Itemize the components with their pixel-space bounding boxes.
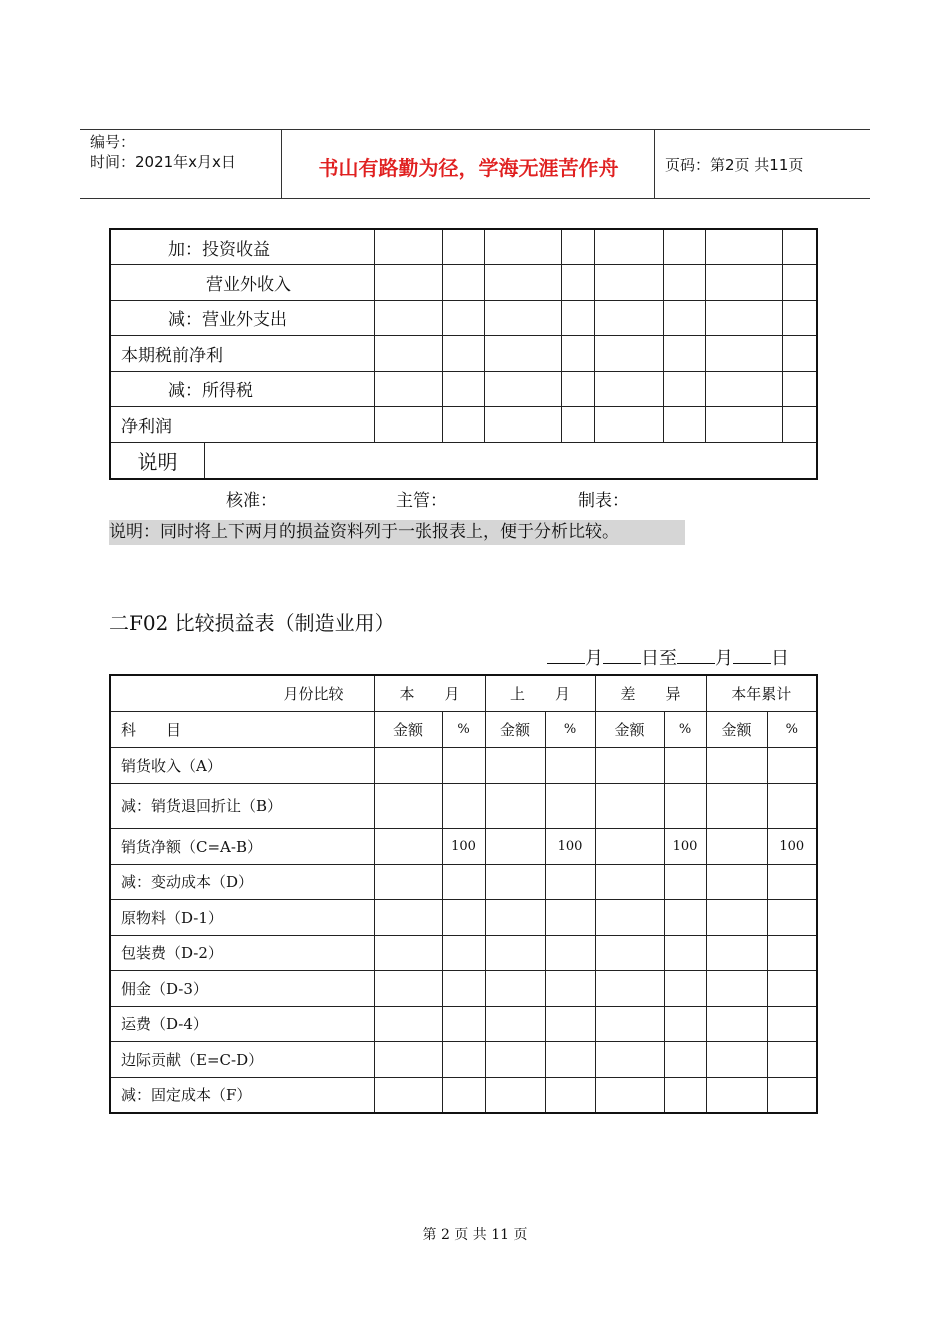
approve-label: 核准： [226,491,277,511]
percent-value: 100 [442,828,485,864]
group-header: 本 月 [374,675,485,711]
document-header [80,129,870,199]
date-day-label: 日 [771,648,789,669]
header-slogan: 书山有路勤为径，学海无涯苦作舟 [318,156,619,180]
table-row [110,900,817,936]
table-row [110,783,817,828]
income-table-continued [109,228,818,480]
row-label: 佣金（D-3） [110,971,374,1007]
table-row [110,371,817,407]
note-content-cell [205,443,816,478]
row-label: 加：投资收益 [110,229,374,265]
header-meta [90,132,236,172]
group-header: 上 月 [485,675,595,711]
table-row [110,229,817,265]
row-label: 边际贡献（E=C-D） [110,1042,374,1078]
table-row [110,864,817,900]
corner-header-bottom: 科 目 [110,711,374,747]
row-label: 减：变动成本（D） [110,864,374,900]
table-row [110,747,817,783]
table-row-note [110,442,817,479]
table-subheader-row [110,711,817,747]
date-day-to-label: 日至 [641,648,677,669]
table-row [110,265,817,301]
row-label: 营业外收入 [110,265,374,301]
table-row [110,1006,817,1042]
row-label: 原物料（D-1） [110,900,374,936]
section-title: 二F02 比较损益表（制造业用） [109,611,395,635]
percent-value: 100 [767,828,817,864]
table-row [110,935,817,971]
percent-header: % [545,711,595,747]
header-page-label: 页码：第2页 共11页 [665,156,804,174]
row-label: 销货净额（C=A-B） [110,828,374,864]
row-label: 减：固定成本（F） [110,1077,374,1113]
date-month-label: 月 [715,648,733,669]
percent-value: 100 [545,828,595,864]
row-label: 本期税前净利 [110,336,374,372]
group-header: 差 异 [595,675,706,711]
amount-header: 金额 [595,711,664,747]
percent-header: % [442,711,485,747]
table-row [110,300,817,336]
doc-time-label: 时间：2021年x月x日 [90,153,236,171]
supervisor-label: 主管： [396,491,447,511]
doc-number-label: 编号： [90,133,136,151]
percent-value: 100 [664,828,706,864]
prepared-label: 制表： [578,491,629,511]
percent-header: % [767,711,817,747]
corner-header-top: 月份比较 [110,675,374,711]
table-row [110,407,817,443]
table-row [110,1042,817,1078]
group-header: 本年累计 [706,675,817,711]
amount-header: 金额 [485,711,545,747]
table-row [110,1077,817,1113]
row-label: 包装费（D-2） [110,935,374,971]
row-label: 运费（D-4） [110,1006,374,1042]
table-header-row [110,675,817,711]
table-row [110,336,817,372]
table-row [110,828,817,864]
amount-header: 金额 [706,711,767,747]
note-label: 说明 [111,443,205,478]
row-label: 减：所得税 [110,371,374,407]
page-footer: 第 2 页 共 11 页 [422,1227,528,1243]
date-range-line [547,644,789,670]
table-row [110,971,817,1007]
row-label: 减：营业外支出 [110,300,374,336]
row-label: 销货收入（A） [110,747,374,783]
percent-header: % [664,711,706,747]
explanation-note: 说明：同时将上下两月的损益资料列于一张报表上，便于分析比较。 [109,520,685,545]
amount-header: 金额 [374,711,442,747]
row-label: 减：销货退回折让（B） [110,783,374,828]
comparative-income-table [109,674,818,1114]
row-label: 净利润 [110,407,374,443]
date-month-label: 月 [585,648,603,669]
